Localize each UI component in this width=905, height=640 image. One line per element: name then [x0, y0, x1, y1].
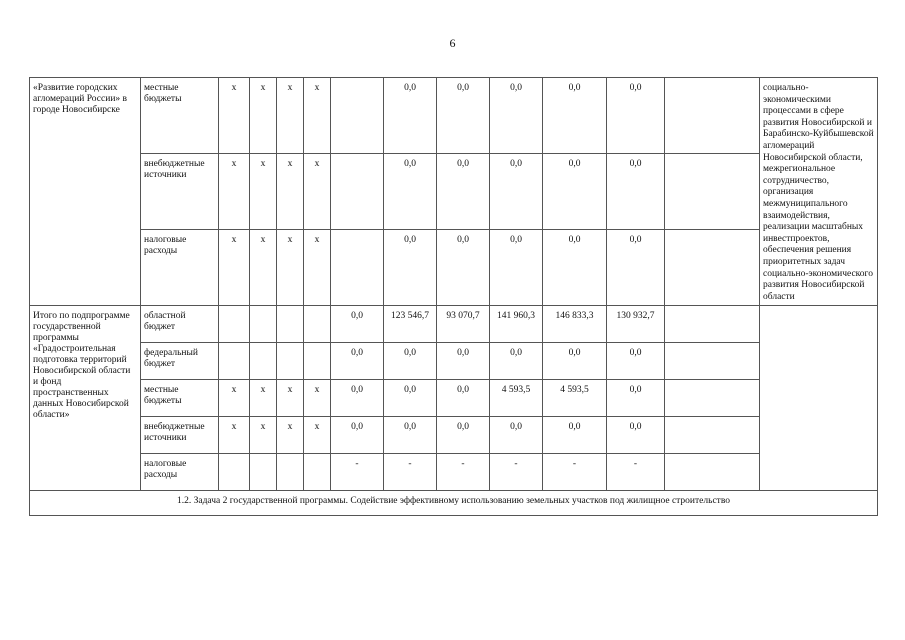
value-cell: 0,0: [437, 380, 490, 417]
mark-cell: [277, 306, 304, 343]
empty-cell: [665, 343, 760, 380]
empty-cell: [665, 154, 760, 230]
mark-cell: [250, 343, 277, 380]
value-cell: 0,0: [490, 417, 543, 454]
mark-cell: х: [250, 78, 277, 154]
value-cell: 93 070,7: [437, 306, 490, 343]
value-cell: 0,0: [543, 154, 607, 230]
funding-source-cell: местные бюджеты: [141, 78, 219, 154]
base-value-cell: 0,0: [331, 417, 384, 454]
value-cell: 0,0: [384, 380, 437, 417]
mark-cell: х: [250, 154, 277, 230]
section2-description-cell: [760, 306, 878, 491]
value-cell: 0,0: [607, 380, 665, 417]
value-cell: 0,0: [490, 154, 543, 230]
value-cell: 0,0: [543, 343, 607, 380]
value-cell: 0,0: [384, 78, 437, 154]
base-value-cell: [331, 230, 384, 306]
mark-cell: [250, 454, 277, 491]
value-cell: 0,0: [543, 230, 607, 306]
value-cell: 0,0: [543, 417, 607, 454]
value-cell: 0,0: [437, 343, 490, 380]
value-cell: 0,0: [607, 417, 665, 454]
value-cell: 0,0: [384, 343, 437, 380]
value-cell: 146 833,3: [543, 306, 607, 343]
funding-source-cell: внебюджетные источники: [141, 154, 219, 230]
value-cell: -: [437, 454, 490, 491]
mark-cell: [250, 306, 277, 343]
value-cell: 141 960,3: [490, 306, 543, 343]
value-cell: 130 932,7: [607, 306, 665, 343]
mark-cell: [219, 306, 250, 343]
value-cell: 0,0: [384, 154, 437, 230]
mark-cell: х: [250, 380, 277, 417]
funding-source-cell: налоговые расходы: [141, 454, 219, 491]
mark-cell: х: [304, 417, 331, 454]
funding-source-cell: областной бюджет: [141, 306, 219, 343]
value-cell: -: [490, 454, 543, 491]
mark-cell: [219, 343, 250, 380]
table-row: [30, 78, 878, 154]
task-heading-cell: 1.2. Задача 2 государственной программы. Содействие эффективному использованию земельных участков под жилищное строительство: [30, 491, 878, 516]
mark-cell: х: [250, 417, 277, 454]
mark-cell: х: [304, 230, 331, 306]
mark-cell: х: [219, 230, 250, 306]
empty-cell: [665, 417, 760, 454]
value-cell: 0,0: [437, 154, 490, 230]
table-row: [30, 230, 878, 306]
mark-cell: х: [304, 78, 331, 154]
funding-source-cell: федеральный бюджет: [141, 343, 219, 380]
table-row: [30, 380, 878, 417]
mark-cell: [304, 454, 331, 491]
value-cell: -: [543, 454, 607, 491]
value-cell: 0,0: [490, 78, 543, 154]
mark-cell: х: [250, 230, 277, 306]
mark-cell: [219, 454, 250, 491]
base-value-cell: -: [331, 454, 384, 491]
funding-source-cell: внебюджетные источники: [141, 417, 219, 454]
value-cell: 4 593,5: [490, 380, 543, 417]
mark-cell: х: [219, 380, 250, 417]
value-cell: 0,0: [437, 78, 490, 154]
empty-cell: [665, 454, 760, 491]
budget-table: [29, 77, 878, 516]
table-row: [30, 306, 878, 343]
section1-description-cell: социально-экономическими процессами в сфере развития Новосибирской и Барабинско-Куйбышевской агломераций Новосибирской области, межрегиональное сотрудничество, организация межмуниципального взаимодействия, реализации масштабных инвестпроектов, обеспечения решения приоритетных задач социально-экономического развития Новосибирской области: [760, 78, 878, 306]
mark-cell: х: [304, 380, 331, 417]
mark-cell: х: [277, 78, 304, 154]
mark-cell: х: [277, 154, 304, 230]
value-cell: 0,0: [607, 78, 665, 154]
funding-source-cell: налоговые расходы: [141, 230, 219, 306]
value-cell: 0,0: [384, 417, 437, 454]
section1-name-cell: «Развитие городских агломераций России» в городе Новосибирске: [30, 78, 141, 306]
empty-cell: [665, 230, 760, 306]
base-value-cell: 0,0: [331, 343, 384, 380]
mark-cell: [304, 343, 331, 380]
empty-cell: [665, 78, 760, 154]
value-cell: 4 593,5: [543, 380, 607, 417]
value-cell: 0,0: [384, 230, 437, 306]
table-row: [30, 417, 878, 454]
mark-cell: х: [219, 78, 250, 154]
mark-cell: х: [219, 154, 250, 230]
value-cell: 0,0: [490, 343, 543, 380]
value-cell: -: [607, 454, 665, 491]
value-cell: 0,0: [543, 78, 607, 154]
empty-cell: [665, 306, 760, 343]
task-heading-row: [30, 491, 878, 516]
mark-cell: х: [277, 417, 304, 454]
page-number: 6: [449, 36, 456, 50]
base-value-cell: 0,0: [331, 306, 384, 343]
value-cell: 0,0: [607, 154, 665, 230]
mark-cell: [304, 306, 331, 343]
value-cell: 0,0: [607, 230, 665, 306]
value-cell: 0,0: [490, 230, 543, 306]
mark-cell: х: [304, 154, 331, 230]
empty-cell: [665, 380, 760, 417]
mark-cell: х: [277, 230, 304, 306]
base-value-cell: [331, 78, 384, 154]
mark-cell: [277, 343, 304, 380]
funding-source-cell: местные бюджеты: [141, 380, 219, 417]
table-row: [30, 154, 878, 230]
value-cell: 0,0: [437, 230, 490, 306]
mark-cell: [277, 454, 304, 491]
value-cell: -: [384, 454, 437, 491]
table-row: [30, 343, 878, 380]
base-value-cell: [331, 154, 384, 230]
value-cell: 0,0: [437, 417, 490, 454]
table-row: [30, 454, 878, 491]
mark-cell: х: [219, 417, 250, 454]
section2-name-cell: Итого по подпрограмме государственной программы «Градостроительная подготовка территорий Новосибирской области и фонд пространственных данных Новосибирской области»: [30, 306, 141, 491]
mark-cell: х: [277, 380, 304, 417]
base-value-cell: 0,0: [331, 380, 384, 417]
value-cell: 123 546,7: [384, 306, 437, 343]
value-cell: 0,0: [607, 343, 665, 380]
